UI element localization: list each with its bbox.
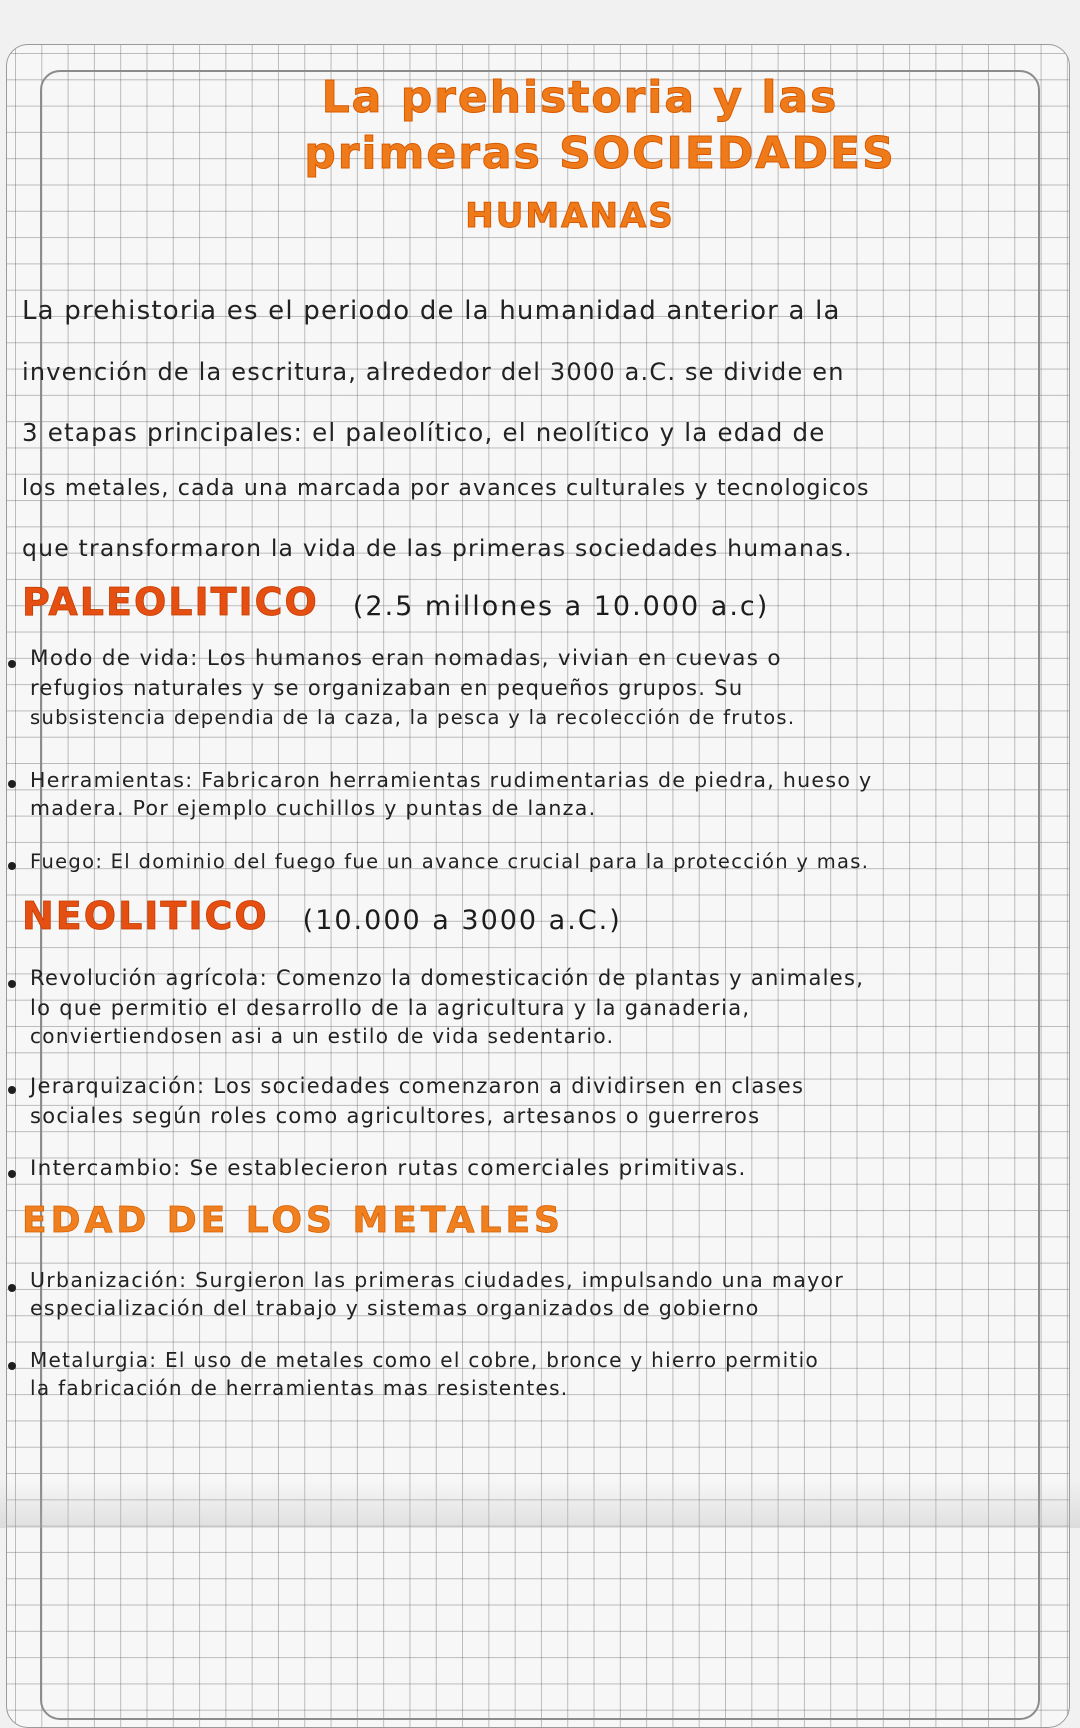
bullet-line: la fabricación de herramientas mas resistentes. (30, 1376, 569, 1400)
bullet-dot (8, 1362, 16, 1370)
bullet-line: Urbanización: Surgieron las primeras ciudades, impulsando una mayor (30, 1268, 845, 1292)
bullet-line: Jerarquización: Los sociedades comenzaron a dividirsen en clases (30, 1074, 805, 1098)
title-line-3: HUMANAS (465, 196, 675, 236)
bullet-line: sociales según roles como agricultores, artesanos o guerreros (30, 1104, 761, 1128)
bullet-dot (8, 1170, 16, 1178)
section-title: NEOLITICO (22, 894, 269, 938)
intro-line: que transformaron la vida de las primeras sociedades humanas. (22, 534, 853, 562)
bullet-dot (8, 780, 16, 788)
page-shadow (0, 1480, 1080, 1528)
section-heading-neolitico (22, 894, 622, 938)
intro-line: los metales, cada una marcada por avances culturales y tecnologicos (22, 476, 870, 501)
title-line-2: primeras SOCIEDADES (304, 128, 896, 179)
title-line-1: La prehistoria y las (321, 72, 839, 123)
bullet-dot (8, 862, 16, 870)
bullet-line: Revolución agrícola: Comenzo la domesticación de plantas y animales, (30, 966, 865, 990)
section-heading-edad-de-los-metales: EDAD DE LOS METALES (22, 1200, 564, 1241)
bullet-line: especialización del trabajo y sistemas organizados de gobierno (30, 1296, 760, 1320)
section-title: PALEOLITICO (22, 580, 319, 624)
bullet-dot (8, 660, 16, 668)
bullet-line: Fuego: El dominio del fuego fue un avance crucial para la protección y mas. (30, 850, 870, 873)
section-heading-paleolitico (22, 580, 769, 624)
intro-line: 3 etapas principales: el paleolítico, el neolítico y la edad de (22, 418, 826, 447)
bullet-dot (8, 1086, 16, 1094)
bullet-line: Intercambio: Se establecieron rutas comerciales primitivas. (30, 1156, 747, 1181)
bullet-line: Metalurgia: El uso de metales como el cobre, bronce y hierro permitio (30, 1348, 820, 1372)
intro-line: invención de la escritura, alrededor del 3000 a.C. se divide en (22, 358, 845, 386)
section-date-range: (10.000 a 3000 a.C.) (302, 905, 622, 936)
bullet-line: conviertiendosen asi a un estilo de vida sedentario. (30, 1024, 615, 1048)
section-date-range: (2.5 millones a 10.000 a.c) (352, 591, 770, 622)
bullet-line: lo que permitio el desarrollo de la agricultura y la ganaderia, (30, 996, 751, 1020)
bullet-line: Herramientas: Fabricaron herramientas rudimentarias de piedra, hueso y (30, 768, 873, 792)
bullet-dot (8, 980, 16, 988)
bullet-line: subsistencia dependia de la caza, la pesca y la recolección de frutos. (30, 706, 796, 729)
bullet-line: refugios naturales y se organizaban en pequeños grupos. Su (30, 676, 744, 700)
bullet-line: Modo de vida: Los humanos eran nomadas, vivian en cuevas o (30, 646, 782, 671)
bullet-dot (8, 1284, 16, 1292)
bullet-line: madera. Por ejemplo cuchillos y puntas de lanza. (30, 796, 597, 820)
intro-line: La prehistoria es el periodo de la humanidad anterior a la (22, 296, 841, 326)
